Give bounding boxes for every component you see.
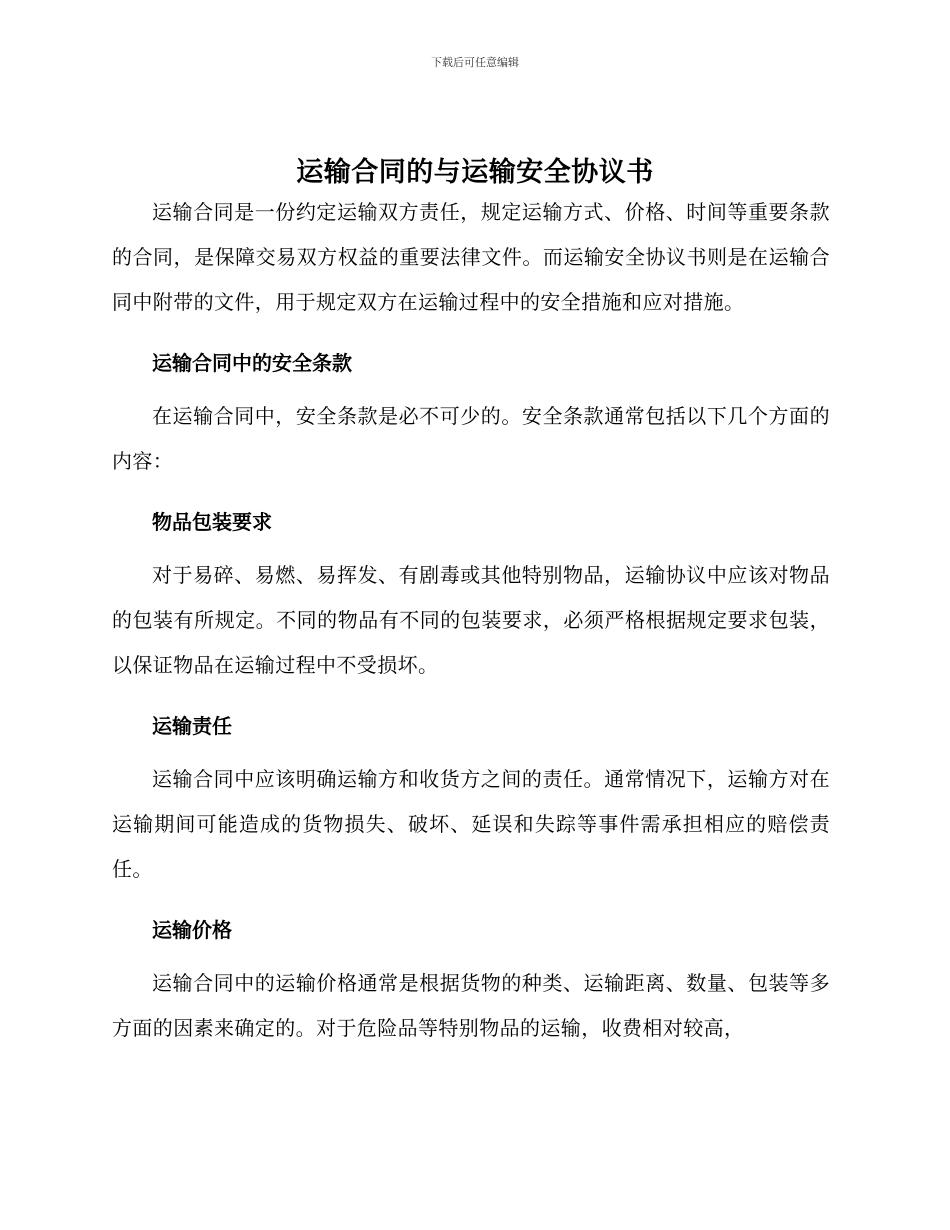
section-body-packaging: 对于易碎、易燃、易挥发、有剧毒或其他特别物品，运输协议中应该对物品的包装有所规定。不同的物品有不同的包装要求，必须严格根据规定要求包装，以保证物品在运输过程中不受损坏。 — [112, 563, 830, 677]
section-body-price: 运输合同中的运输价格通常是根据货物的种类、运输距离、数量、包装等多方面的因素来确定的。对于危险品等特别物品的运输，收费相对较高， — [112, 971, 830, 1040]
section-body-safety-clauses: 在运输合同中，安全条款是必不可少的。安全条款通常包括以下几个方面的内容： — [112, 404, 830, 473]
intro-paragraph: 运输合同是一份约定运输双方责任，规定运输方式、价格、时间等重要条款的合同，是保障交易双方权益的重要法律文件。而运输安全协议书则是在运输合同中附带的文件，用于规定双方在运输过程中的安全措施和应对措施。 — [112, 200, 830, 314]
section-heading-price: 运输价格 — [152, 918, 232, 942]
section-body-liability: 运输合同中应该明确运输方和收货方之间的责任。通常情况下，运输方对在运输期间可能造成的货物损失、破坏、延误和失踪等事件需承担相应的赔偿责任。 — [112, 767, 830, 881]
section-heading-safety-clauses: 运输合同中的安全条款 — [152, 351, 352, 375]
page-header-note: 下载后可任意编辑 — [431, 56, 519, 69]
section-heading-packaging: 物品包装要求 — [152, 510, 272, 534]
document-body — [112, 190, 830, 1051]
section-heading-liability: 运输责任 — [152, 714, 232, 738]
document-title: 运输合同的与运输安全协议书 — [296, 157, 654, 188]
